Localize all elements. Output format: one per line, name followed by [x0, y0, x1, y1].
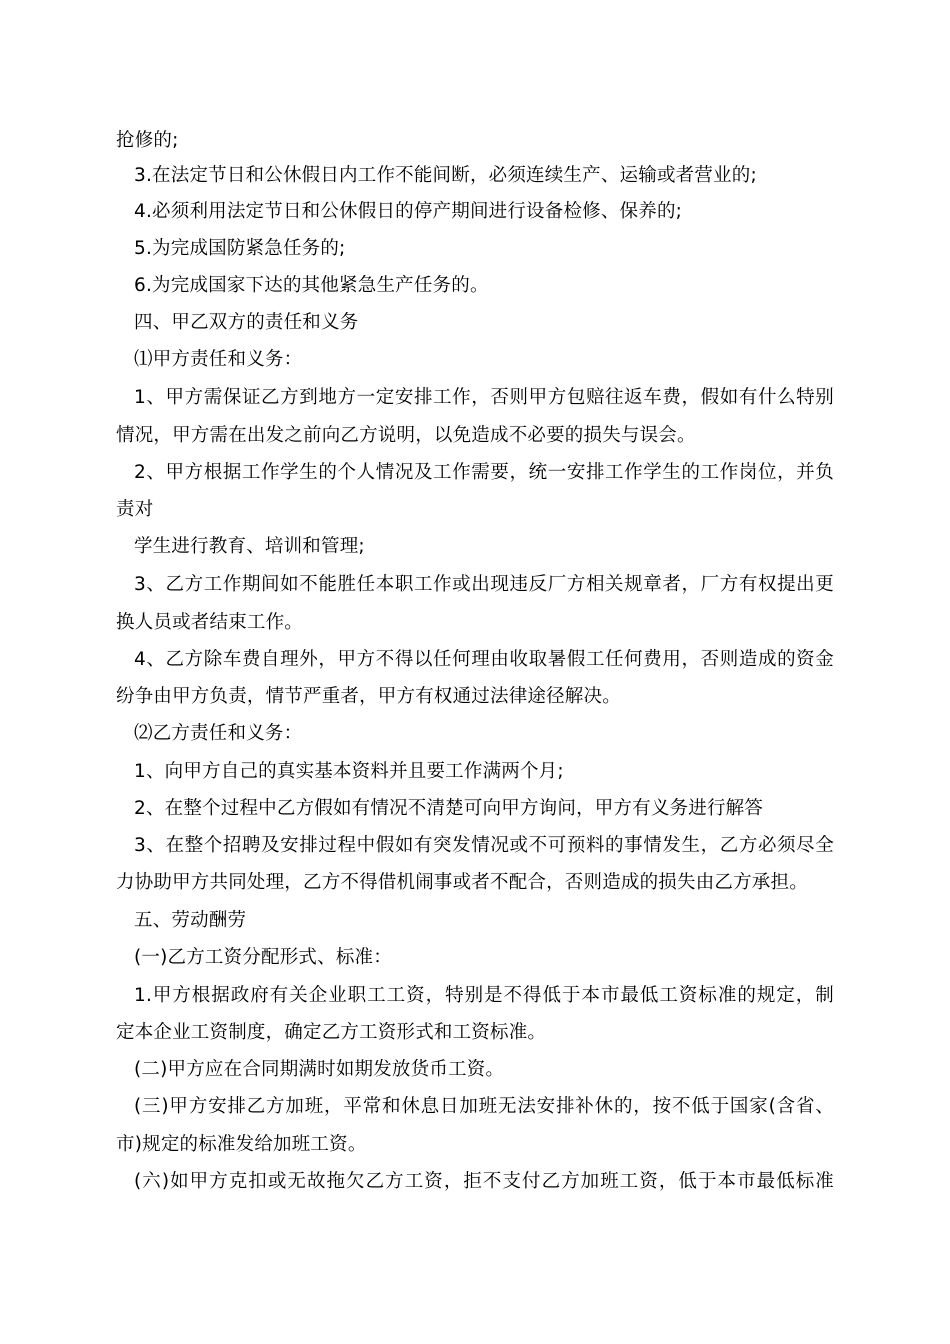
text-line: (二)甲方应在合同期满时如期发放货币工资。: [134, 1059, 505, 1080]
subsection-heading: ⑴甲方责任和义务：: [134, 349, 303, 370]
text-line: 责对: [116, 499, 154, 520]
text-line: 定本企业工资制度，确定乙方工资形式和工资标准。: [116, 1022, 547, 1043]
subsection-heading: (一)乙方工资分配形式、标准：: [134, 947, 392, 968]
section-heading: 五、劳动酬劳: [134, 910, 247, 931]
text-line: 力协助甲方共同处理，乙方不得借机闹事或者不配合，否则造成的损失由乙方承担。: [116, 872, 808, 893]
subsection-heading: ⑵乙方责任和义务：: [134, 723, 303, 744]
text-line: 情况，甲方需在出发之前向乙方说明，以免造成不必要的损失与误会。: [116, 425, 696, 446]
text-line: 1、向甲方自己的真实基本资料并且要工作满两个月;: [134, 761, 564, 782]
text-line: 抢修的;: [116, 130, 179, 151]
text-line: 纷争由甲方负责，情节严重者，甲方有权通过法律途径解决。: [116, 686, 621, 707]
text-line: 2、甲方根据工作学生的个人情况及工作需要，统一安排工作学生的工作岗位，并负: [134, 462, 834, 483]
text-line: 1、甲方需保证乙方到地方一定安排工作，否则甲方包赔往返车费，假如有什么特别: [134, 387, 834, 408]
text-line: 3.在法定节日和公休假日内工作不能间断，必须连续生产、运输或者营业的;: [134, 165, 757, 186]
text-line: 学生进行教育、培训和管理;: [134, 536, 365, 557]
text-line: 3、乙方工作期间如不能胜任本职工作或出现违反厂方相关规章者，厂方有权提出更: [134, 574, 834, 595]
text-line: 市)规定的标准发给加班工资。: [116, 1134, 367, 1155]
text-line: 2、在整个过程中乙方假如有情况不清楚可向甲方询问，甲方有义务进行解答: [134, 798, 764, 819]
text-line: 4、乙方除车费自理外，甲方不得以任何理由收取暑假工任何费用，否则造成的资金: [134, 649, 834, 670]
text-line: (三)甲方安排乙方加班，平常和休息日加班无法安排补休的，按不低于国家(含省、: [134, 1096, 834, 1117]
text-line: 1.甲方根据政府有关企业职工工资，特别是不得低于本市最低工资标准的规定，制: [134, 985, 834, 1006]
text-line: (六)如甲方克扣或无故拖欠乙方工资，拒不支付乙方加班工资，低于本市最低标准: [134, 1171, 834, 1192]
text-line: 3、在整个招聘及安排过程中假如有突发情况或不可预料的事情发生，乙方必须尽全: [134, 835, 834, 856]
text-line: 6.为完成国家下达的其他紧急生产任务的。: [134, 275, 489, 296]
text-line: 4.必须利用法定节日和公休假日的停产期间进行设备检修、保养的;: [134, 201, 683, 222]
text-line: 5.为完成国防紧急任务的;: [134, 238, 346, 259]
text-line: 换人员或者结束工作。: [116, 612, 304, 633]
section-heading: 四、甲乙双方的责任和义务: [134, 312, 359, 333]
